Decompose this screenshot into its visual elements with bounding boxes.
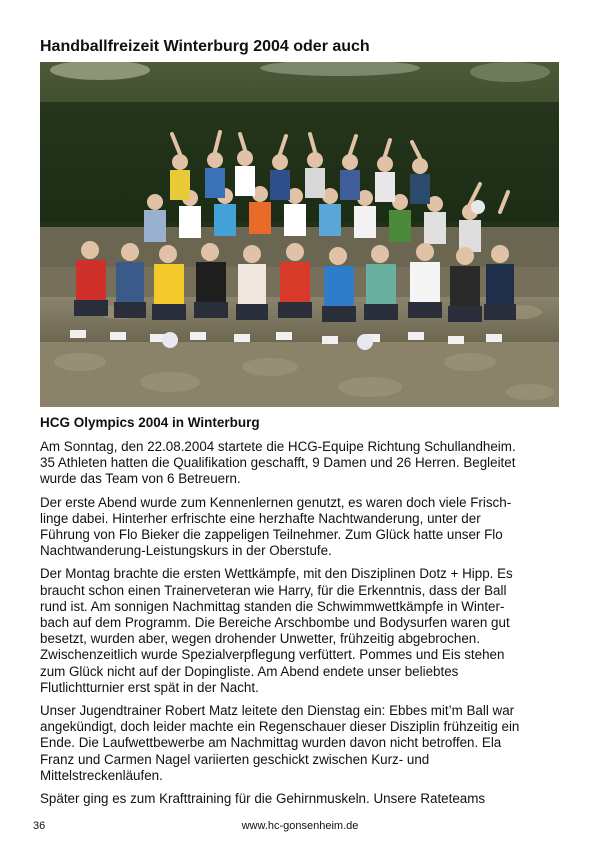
text-line: zum Glück nicht auf der Dopingliste. Am Abend endete unser beliebtes: [40, 663, 459, 679]
text-line: Der Montag brachte die ersten Wettkämpfe, mit den Disziplinen Dotz + Hipp. Es: [40, 566, 513, 582]
text-line: Am Sonntag, den 22.08.2004 startete die HCG-Equipe Richtung Schullandheim.: [40, 439, 516, 454]
text-line: braucht schon einen Trainerveteran wie Harry, für die Erkenntnis, dass der Ball: [40, 582, 507, 598]
text-line: wurde das Team von 6 Betreuern.: [40, 471, 241, 487]
page-number: 36: [33, 820, 46, 832]
text-line: Zwischenzeitlich wurde Spezialverpflegung verfüttert. Pommes und Eis stehen: [40, 647, 505, 663]
text-line: Der erste Abend wurde zum Kennenlernen genutzt, es waren doch viele Frisch-: [40, 494, 512, 510]
text-line: Mittelstreckenläufen.: [40, 767, 163, 783]
text-line: Franz und Carmen Nagel variierten geschickt zwischen Kurz- und: [40, 751, 430, 767]
paragraph: [40, 495, 560, 560]
text-line: Führung von Flo Bieker die zappeligen Teilnehmer. Zum Glück hatte unser Flo: [40, 527, 503, 543]
text-line: 35 Athleten hatten die Qualifikation geschafft, 9 Damen und 26 Herren. Begleitet: [40, 455, 516, 471]
article-title: Handballfreizeit Winterburg 2004 oder auch: [40, 38, 370, 55]
article-subtitle: HCG Olympics 2004 in Winterburg: [40, 415, 260, 430]
text-line: Nachtwanderung-Leistungskurs in der Oberstufe.: [40, 543, 332, 559]
text-line: Unser Jugendtrainer Robert Matz leitete den Dienstag ein: Ebbes mit’m Ball war: [40, 703, 515, 719]
text-line: bach auf dem Programm. Die Bereiche Arschbombe und Bodysurfen waren gut: [40, 615, 510, 631]
text-line: Später ging es zum Krafttraining für die Gehirnmuskeln. Unsere Rateteams: [40, 791, 486, 807]
text-line: linge dabei. Hinterher erfrischte eine herzhafte Nachtwanderung, unter der: [40, 510, 481, 526]
paragraph: [40, 703, 560, 784]
text-line: rund ist. Am sonnigen Nachmittag standen die Schwimmwettkämpfe in Winter-: [40, 598, 505, 614]
text-line: angekündigt, doch leider machte ein Regenschauer dieser Disziplin frühzeitig ein: [40, 719, 520, 735]
footer-url: www.hc-gonsenheim.de: [241, 820, 359, 832]
group-photo: [40, 62, 559, 407]
text-line: besetzt, wurden aber, wegen drohender Unwetter, frühzeitig abgebrochen.: [40, 631, 480, 647]
paragraph: [40, 439, 560, 488]
text-line: Ende. Die Laufwettbewerbe am Nachmittag wurden davon nicht betroffen. Ela: [40, 735, 502, 751]
paragraph: [40, 566, 560, 696]
text-line: Flutlichtturnier erst spät in der Nacht.: [40, 679, 259, 695]
paragraph: [40, 791, 560, 807]
article-body: [40, 439, 560, 814]
